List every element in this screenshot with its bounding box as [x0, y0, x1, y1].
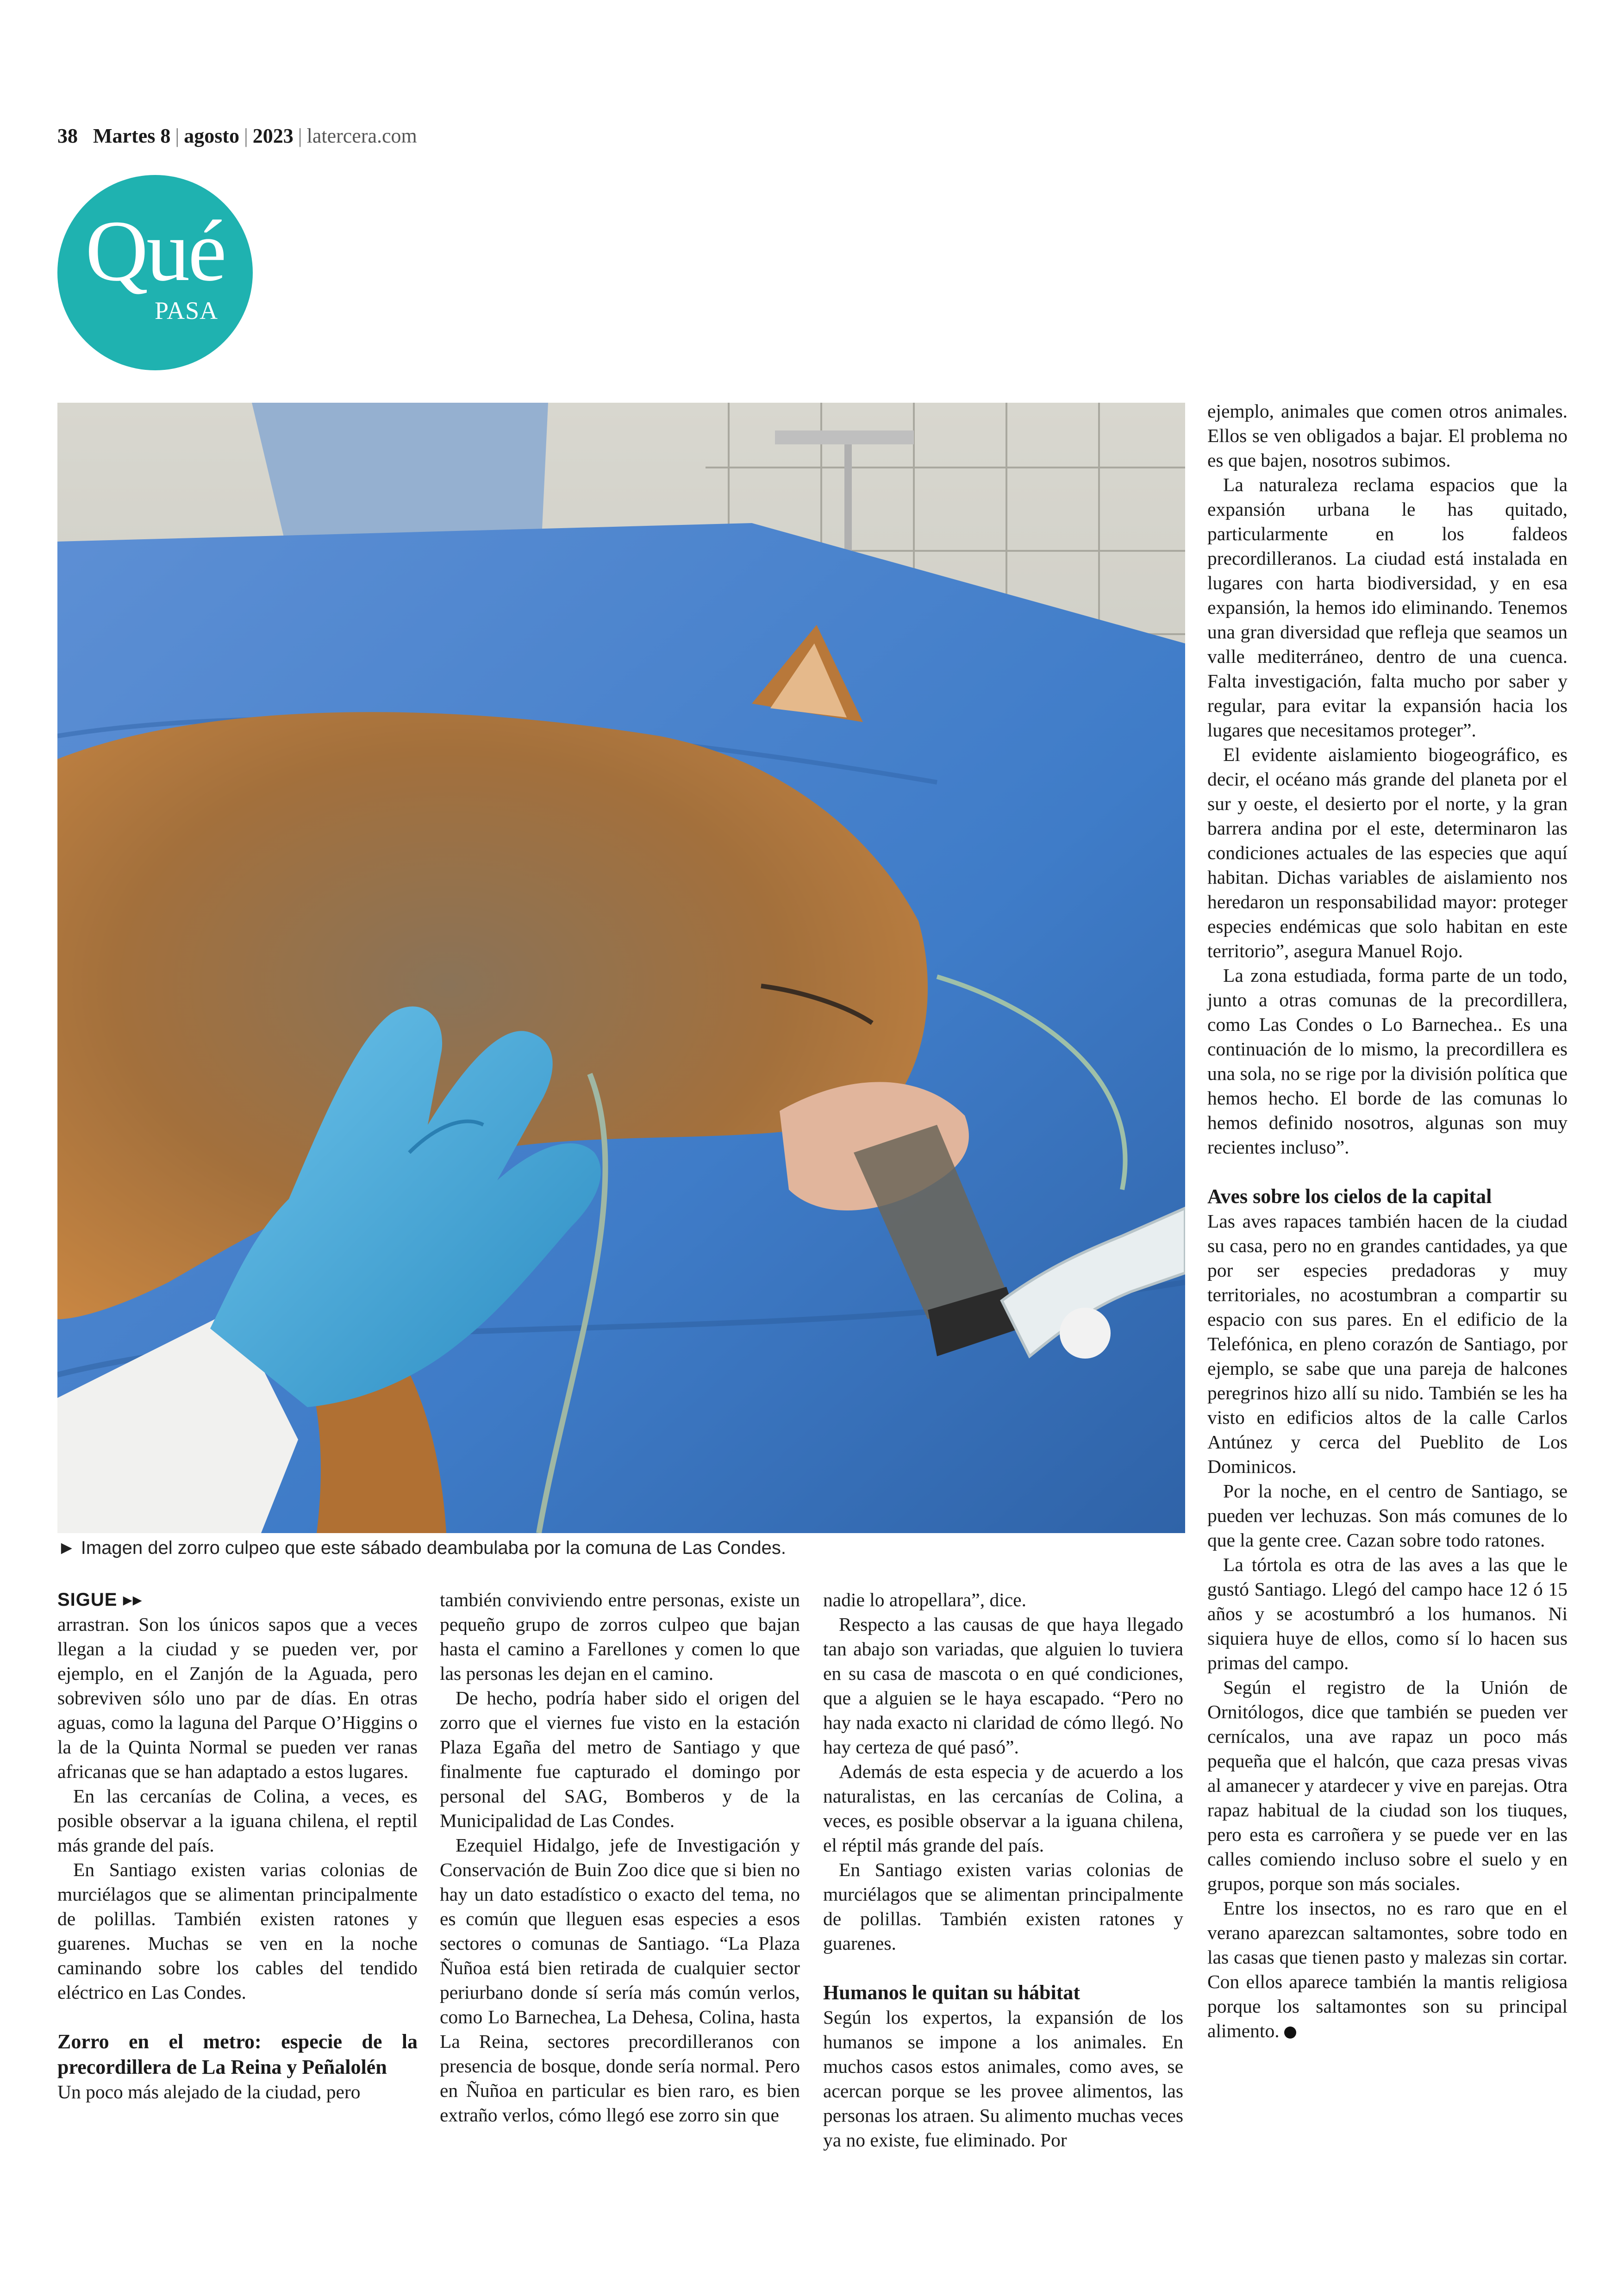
col2-paragraph: también conviviendo entre personas, existe un pequeño grupo de zorros culpeo que bajan hasta el camino a Farellones y comen lo que las personas les dejan en el camino.: [440, 1589, 800, 1684]
page-number: 38: [57, 125, 78, 147]
col3-paragraph: Además de esta especia y de acuerdo a los naturalistas, en las cercanías de Colina, a veces, es posible observar a la iguana chilena, el réptil más grande del país.: [823, 1761, 1183, 1856]
page-header: 38 Martes 8 | agosto | 2023 | latercera.com: [57, 125, 417, 147]
logo-que: Qué: [85, 202, 225, 299]
col3-paragraph: Respecto a las causas de que haya llegado tan abajo son variadas, que alguien lo tuviera en su casa de mascota o en qué condiciones, que a alguien se le haya escapado. “Pero no hay nada exacto ni claridad de cómo llegó. No hay certeza de qué pasó”.: [823, 1614, 1183, 1758]
col4-paragraph: Por la noche, en el centro de Santiago, se pueden ver lechuzas. Son más comunes de lo que la gente cree. Cazan sobre todo ratones.: [1207, 1480, 1568, 1551]
caption-text: Imagen del zorro culpeo que este sábado deambulaba por la comuna de Las Condes.: [81, 1538, 786, 1558]
header-site-link[interactable]: latercera.com: [306, 125, 417, 147]
logo-pasa: PASA: [155, 297, 219, 324]
col1-paragraph: arrastran. Son los únicos sapos que a veces llegan a la ciudad y se pueden ver, por ejemplo, en el Zanjón de la Aguada, pero sobreviven sólo uno par de días. En otras aguas, como la laguna del Parque O’Higgins o la de la Quinta Normal se pueden ver ranas africanas que se han adaptado a estos lugares.: [57, 1614, 418, 1782]
sigue-label: SIGUE ▸▸: [57, 1590, 143, 1610]
photo-caption: [57, 1538, 786, 1559]
col1-paragraph: En Santiago existen varias colonias de murciélagos que se alimentan principalmente de polillas. También existen ratones y guarenes. Muchas se ven en la noche caminando sobre los cables del tendido eléctrico en Las Condes.: [57, 1859, 418, 2003]
col4-paragraph: La tórtola es otra de las aves a las que le gustó Santiago. Llegó del campo hace 12 ó 15 años y se acostumbró a los humanos. Ni siquiera huye de ellos, como sí lo hacen sus primas del campo.: [1207, 1554, 1568, 1673]
que-pasa-logo: [57, 175, 253, 370]
header-month: agosto: [184, 125, 239, 147]
column-2: [440, 1588, 800, 2127]
col3-paragraph: Según los expertos, la expansión de los humanos se impone a los animales. En muchos casos estos animales, como aves, se acercan porque se les provee alimentos, las personas los atraen. Su alimento muchas veces ya no existe, fue eliminado. Por: [823, 2007, 1183, 2151]
fox-photo-illustration: [57, 403, 1185, 1533]
col4-paragraph: ejemplo, animales que comen otros animales. Ellos se ven obligados a bajar. El problema no es que bajen, nosotros subimos.: [1207, 400, 1568, 471]
col1-paragraph: En las cercanías de Colina, a veces, es posible observar a la iguana chilena, el reptil más grande del país.: [57, 1785, 418, 1856]
col2-paragraph: De hecho, podría haber sido el origen del zorro que el viernes fue visto en la estación Plaza Egaña del metro de Santiago y que finalmente fue capturado el domingo por personal del SAG, Bomberos y de la Municipalidad de Las Condes.: [440, 1687, 800, 1831]
fox-photo: [57, 403, 1185, 1533]
col3-paragraph: En Santiago existen varias colonias de murciélagos que se alimentan principalmente de polillas. También existen ratones y guarenes.: [823, 1859, 1183, 1954]
subheading-humanos: Humanos le quitan su hábitat: [823, 1981, 1081, 2004]
end-of-article-bullet-icon: [1284, 2027, 1296, 2039]
header-year: 2023: [252, 125, 294, 147]
caption-marker: ►: [57, 1538, 76, 1558]
col2-paragraph: Ezequiel Hidalgo, jefe de Investigación y Conservación de Buin Zoo dice que si bien no hay un dato estadístico o exacto del tema, no es común que lleguen esas especies a esos sectores o comunas de Santiago. “La Plaza Ñuñoa está bien retirada de cualquier sector periurbano donde sí sería más común verlos, como Lo Barnechea, La Dehesa, Colina, hasta La Reina, sectores precordilleranos con presencia de bosque, donde sería normal. Pero en Ñuñoa en particular es bien raro, es bien extraño verlos, cómo llegó ese zorro sin que: [440, 1834, 800, 2126]
col4-paragraph: Las aves rapaces también hacen de la ciudad su casa, pero no en grandes cantidades, ya que por ser especies predadoras y muy territoriales, no acostumbran a compartir su espacio con sus pares. En el edificio de la Telefónica, en pleno corazón de Santiago, por ejemplo, se sabe que una pareja de halcones peregrinos hizo allí su nido. También se les ha visto en edificios altos de la calle Carlos Antúnez y cerca del Pueblito de Los Dominicos.: [1207, 1210, 1568, 1477]
column-1: [57, 1588, 418, 2104]
col4-paragraph: Según el registro de la Unión de Ornitólogos, dice que también se pueden ver cernícalos, una ave rapaz un poco más pequeña que el halcón, que caza presas vivas al amanecer y atardecer y vive en parejas. Otra rapaz habitual de la ciudad son los tiuques, pero esta es carroñera y se puede ver en las calles comiendo incluso sobre el suelo y en grupos, porque son más sociales.: [1207, 1677, 1568, 1894]
col4-paragraph-last: [1207, 1896, 1568, 2043]
final-paragraph-text: Entre los insectos, no es raro que en el verano aparezcan saltamontes, sobre todo en las casas que tienen pasto y malezas sin cortar. Con ellos aparece también la mantis religiosa porque los saltamontes son su principal alimento.: [1207, 1897, 1568, 2041]
col4-paragraph: El evidente aislamiento biogeográfico, es decir, el océano más grande del planeta por el sur y oeste, el desierto por el norte, y la gran barrera andina por el este, determinaron las condiciones actuales de las especies que aquí habitan. Dichas variables de aislamiento nos heredaron un responsabilidad mayor: proteger especies endémicas que solo habitan en este territorio”, asegura Manuel Rojo.: [1207, 744, 1568, 961]
column-3: [823, 1588, 1183, 2152]
col4-paragraph: La naturaleza reclama espacios que la expansión urbana le has quitado, particularmente en los faldeos precordilleranos. La ciudad está instalada en lugares con harta biodiversidad, y en esa expansión, la hemos ido eliminando. Tenemos una gran diversidad que refleja que seamos un valle mediterráneo, dentro de una cuenca. Falta investigación, falta mucho por saber y regular, para evitar la expansión hacia los lugares que necesitamos proteger”.: [1207, 474, 1568, 741]
col1-paragraph: Un poco más alejado de la ciudad, pero: [57, 2081, 361, 2102]
column-4: [1207, 399, 1568, 2043]
subheading-zorro-metro: Zorro en el metro: especie de la precordillera de La Reina y Peñalolén: [57, 2030, 418, 2078]
subheading-aves: Aves sobre los cielos de la capital: [1207, 1185, 1492, 1208]
col3-paragraph: nadie lo atropellara”, dice.: [823, 1589, 1026, 1610]
col4-paragraph: La zona estudiada, forma parte de un todo, junto a otras comunas de la precordillera, como Las Condes o Lo Barnechea.. Es una continuación de lo mismo, la precordillera es una sola, no se rige por la división política que hemos hecho. El borde de las comunas lo hemos definido nosotros, algunas son muy recientes incluso”.: [1207, 965, 1568, 1158]
header-day: Martes 8: [93, 125, 171, 147]
